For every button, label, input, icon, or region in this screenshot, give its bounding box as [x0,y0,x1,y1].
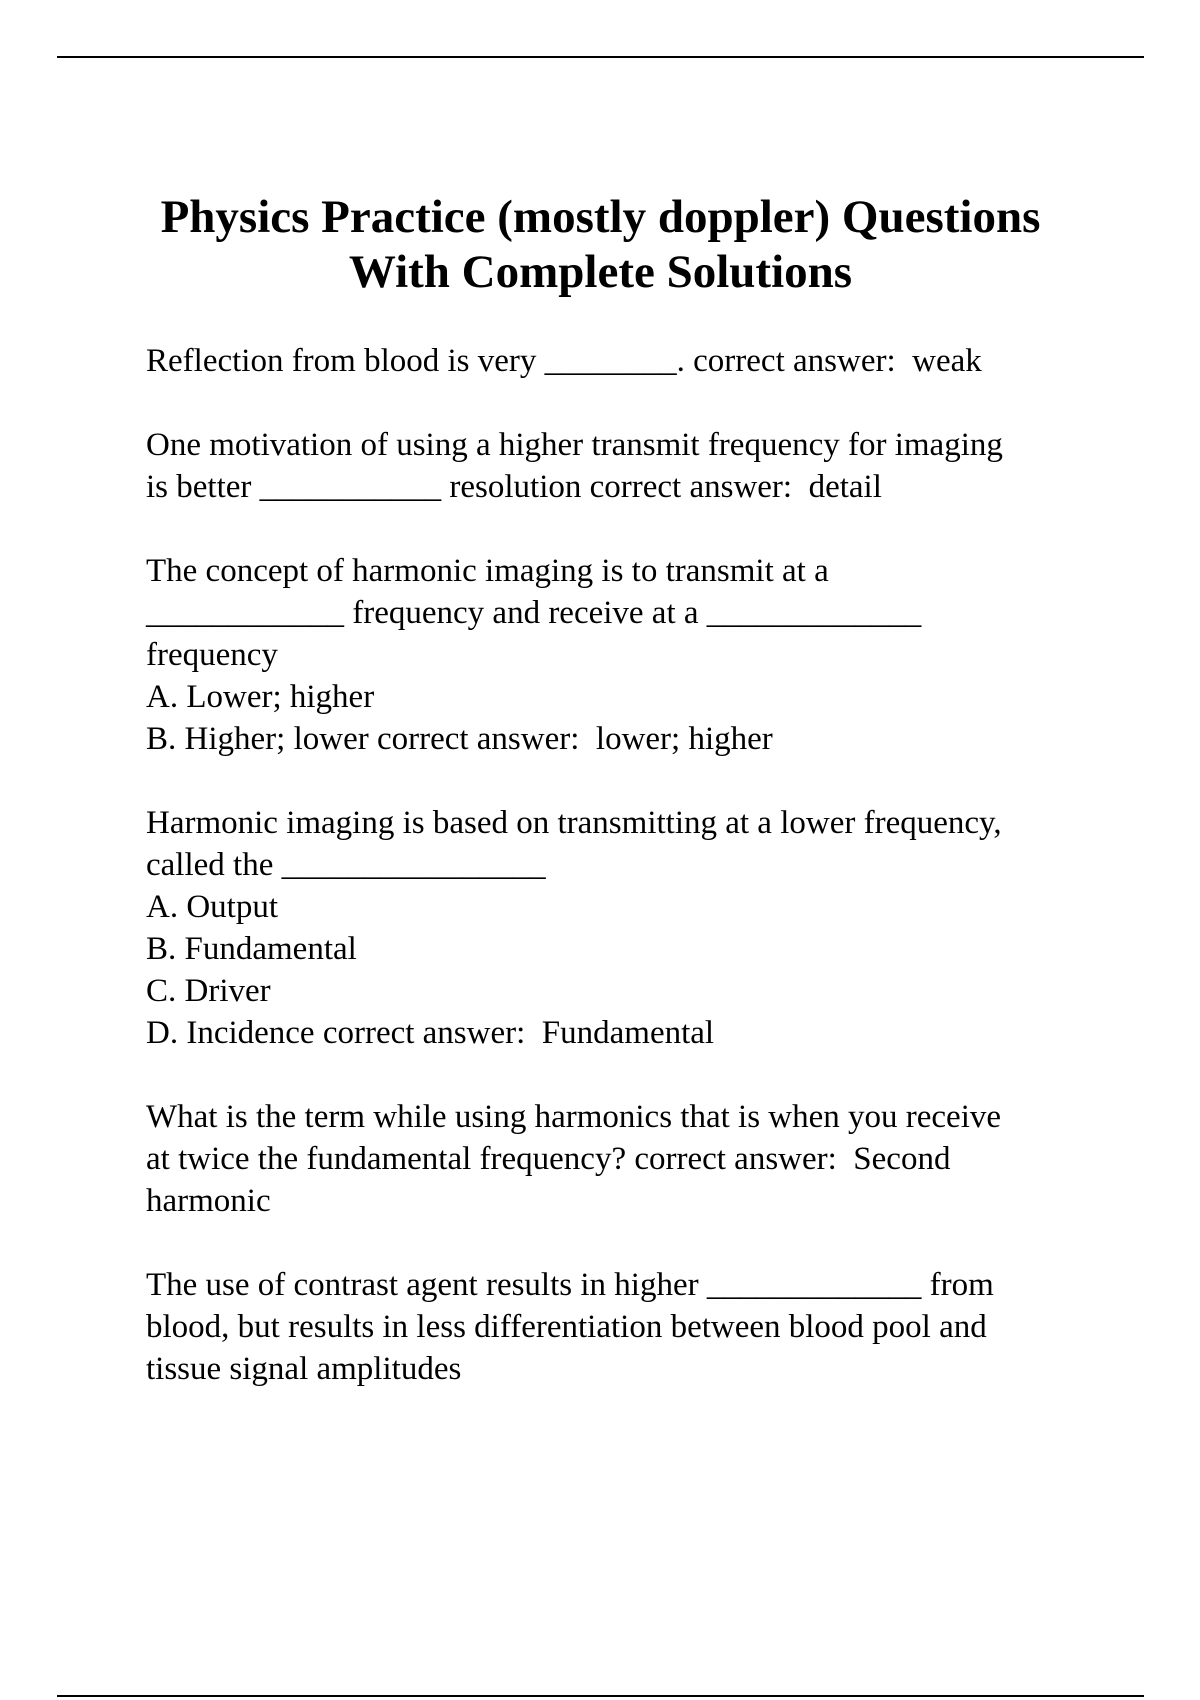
header-rule [57,56,1144,58]
title-line-1: Physics Practice (mostly doppler) Questions [160,191,1041,243]
answer-option: A. Lower; higher [146,679,375,715]
question-item [146,550,1096,760]
question-line: ____________ frequency and receive at a _____________ [146,595,922,631]
question-line: The concept of harmonic imaging is to transmit at a [146,553,829,589]
question-line: blood, but results in less differentiation between blood pool and [146,1309,987,1345]
question-line: is better ___________ resolution correct answer: detail [146,469,882,505]
answer-option: C. Driver [146,973,271,1009]
question-line: harmonic [146,1183,271,1219]
document-title [57,190,1144,300]
question-line: frequency [146,637,278,673]
question-line: Harmonic imaging is based on transmitting at a lower frequency, [146,805,1002,841]
question-line: tissue signal amplitudes [146,1351,462,1387]
question-line: Reflection from blood is very ________. correct answer: weak [146,343,982,379]
answer-option: B. Fundamental [146,931,357,967]
question-line: The use of contrast agent results in higher _____________ from [146,1267,994,1303]
answer-option: A. Output [146,889,278,925]
title-line-2: With Complete Solutions [348,246,853,298]
question-line: at twice the fundamental frequency? correct answer: Second [146,1141,951,1177]
question-line: What is the term while using harmonics that is when you receive [146,1099,1002,1135]
footer-rule [57,1695,1144,1697]
question-line: One motivation of using a higher transmit frequency for imaging [146,427,1003,463]
question-item [146,340,1096,382]
answer-option: D. Incidence correct answer: Fundamental [146,1015,715,1051]
question-item [146,802,1096,1054]
question-item [146,1096,1096,1222]
question-line: called the ________________ [146,847,546,883]
question-item [146,424,1096,508]
answer-option: B. Higher; lower correct answer: lower; higher [146,721,773,757]
question-item [146,1264,1096,1390]
question-list [146,340,1096,1432]
